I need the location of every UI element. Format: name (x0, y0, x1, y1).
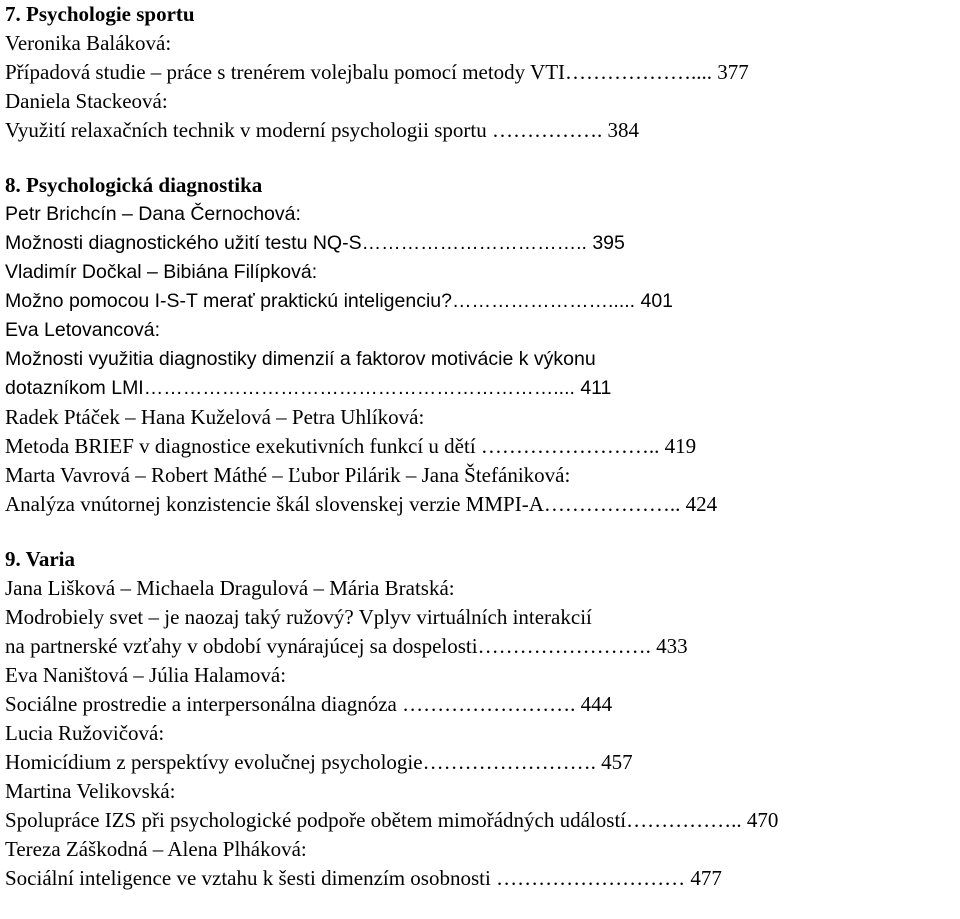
entry-authors: Vladimír Dočkal – Bibiána Filípková: (5, 261, 318, 283)
entry-authors: Radek Ptáček – Hana Kuželová – Petra Uhlíková: (5, 405, 425, 429)
entry-authors: Tereza Záškodná – Alena Plháková: (5, 837, 307, 861)
toc-section (5, 171, 957, 403)
entry-authors: Eva Naništová – Júlia Halamová: (5, 663, 287, 687)
entry-title-line: Modrobiely svet – je naozaj taký ružový? Vplyv virtuálních interakcií (5, 605, 592, 629)
section-spacer (5, 145, 957, 171)
entry-title-line: Možno pomocou I-S-T merať praktickú inteligenciu?……………………..... 401 (5, 290, 674, 312)
entry-title-line: Možnosti diagnostického užití testu NQ-S…………………………….. 395 (5, 232, 625, 254)
entry-title-line: na partnerské vzťahy v období vynárajúcej sa dospelosti……………………. 433 (5, 634, 688, 658)
entry-authors: Martina Velikovská: (5, 779, 176, 803)
entry-authors: Daniela Stackeová: (5, 89, 168, 113)
toc-entry (5, 661, 957, 719)
entry-authors: Lucia Ružovičová: (5, 721, 165, 745)
toc-entry (5, 316, 957, 403)
entry-authors: Veronika Baláková: (5, 31, 172, 55)
entry-title-line: Využití relaxačních technik v moderní psychologii sportu ……………. 384 (5, 118, 639, 142)
section-heading: 8. Psychologická diagnostika (5, 173, 263, 197)
toc-entry (5, 835, 957, 893)
toc-entry (5, 403, 957, 461)
toc-entry (5, 777, 957, 835)
toc-entry (5, 258, 957, 316)
section-spacer (5, 519, 957, 545)
toc-section (5, 403, 957, 519)
toc-entry (5, 200, 957, 258)
toc-entry (5, 87, 957, 145)
entry-authors: Petr Brichcín – Dana Černochová: (5, 203, 301, 225)
toc-entry (5, 719, 957, 777)
entry-title-line: Možnosti využitia diagnostiky dimenzií a faktorov motivácie k výkonu (5, 348, 596, 370)
section-heading: 7. Psychologie sportu (5, 2, 195, 26)
entry-authors: Eva Letovancová: (5, 319, 161, 341)
toc-section (5, 545, 957, 893)
entry-title-line: Metoda BRIEF v diagnostice exekutivních funkcí u dětí …………………….. 419 (5, 434, 697, 458)
entry-title-line: Homicídium z perspektívy evolučnej psychologie……………………. 457 (5, 750, 633, 774)
toc-entry (5, 461, 957, 519)
entry-title-line: Analýza vnútornej konzistencie škál slovenskej verzie MMPI-A……………….. 424 (5, 492, 718, 516)
toc-section (5, 0, 957, 145)
entry-title-line: Spolupráce IZS při psychologické podpoře obětem mimořádných událostí…………….. 470 (5, 808, 779, 832)
entry-title-line: Sociálne prostredie a interpersonálna diagnóza ……………………. 444 (5, 692, 613, 716)
entry-authors: Jana Lišková – Michaela Dragulová – Mária Bratská: (5, 576, 455, 600)
toc-entry (5, 29, 957, 87)
section-heading: 9. Varia (5, 547, 76, 571)
entry-title-line: Sociální inteligence ve vztahu k šesti dimenzím osobnosti ……………………… 477 (5, 866, 722, 890)
entry-title-line: dotazníkom LMI……………………………………………………….... 411 (5, 377, 612, 399)
entry-title-line: Případová studie – práce s trenérem volejbalu pomocí metody VTI……………….... 377 (5, 60, 749, 84)
toc-entry (5, 574, 957, 661)
entry-authors: Marta Vavrová – Robert Máthé – Ľubor Pilárik – Jana Štefániková: (5, 463, 571, 487)
table-of-contents (5, 0, 957, 893)
